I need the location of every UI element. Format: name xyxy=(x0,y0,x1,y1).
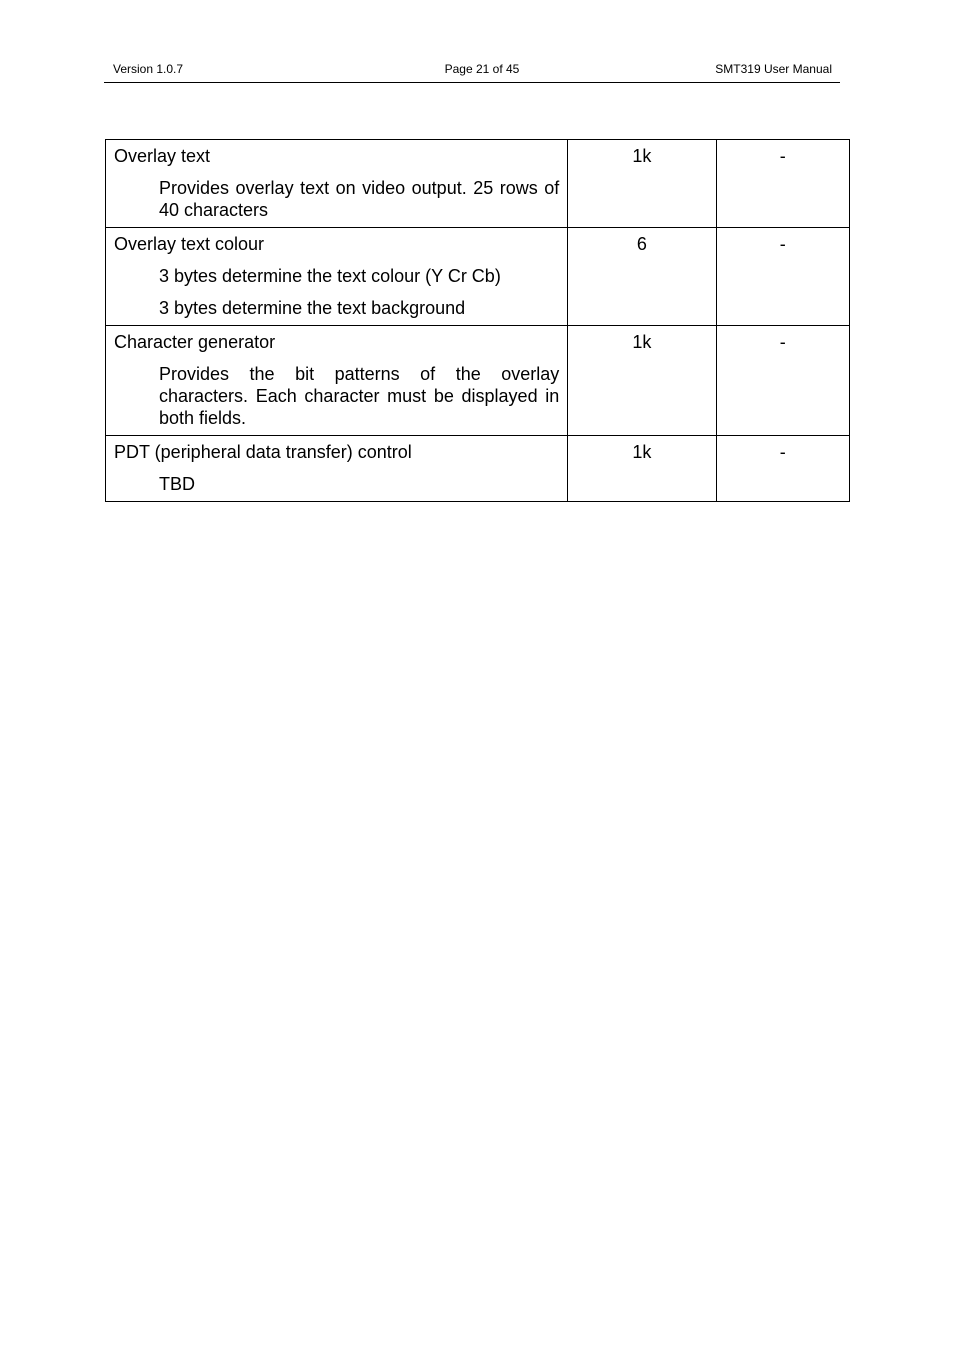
table-row xyxy=(106,326,850,436)
row-description xyxy=(106,436,568,502)
row-description xyxy=(106,326,568,436)
row-title: Character generator xyxy=(114,332,276,352)
row-value: - xyxy=(716,326,849,436)
table-row xyxy=(106,436,850,502)
page-number: Page 21 of 45 xyxy=(444,62,520,76)
row-size: 1k xyxy=(568,436,716,502)
table-row xyxy=(106,228,850,326)
row-value: - xyxy=(716,436,849,502)
row-detail: Provides the bit patterns of the overlay characters. Each character must be displayed in both fields. xyxy=(159,364,560,428)
manual-title: SMT319 User Manual xyxy=(715,62,832,76)
row-value: - xyxy=(716,140,849,228)
row-detail: 3 bytes determine the text colour (Y Cr Cb) xyxy=(159,266,501,286)
row-description xyxy=(106,228,568,326)
row-size: 1k xyxy=(568,326,716,436)
row-size: 6 xyxy=(568,228,716,326)
version-label: Version 1.0.7 xyxy=(113,62,184,76)
row-title: Overlay text xyxy=(114,146,211,166)
page-header xyxy=(104,62,840,83)
row-title: PDT (peripheral data transfer) control xyxy=(114,442,412,462)
row-detail: Provides overlay text on video output. 25 rows of 40 characters xyxy=(159,178,560,220)
row-detail: 3 bytes determine the text background xyxy=(159,298,466,318)
row-description xyxy=(106,140,568,228)
row-value: - xyxy=(716,228,849,326)
row-detail: TBD xyxy=(159,474,195,494)
row-title: Overlay text colour xyxy=(114,234,265,254)
table-row xyxy=(106,140,850,228)
memory-map-table xyxy=(105,139,850,502)
row-size: 1k xyxy=(568,140,716,228)
